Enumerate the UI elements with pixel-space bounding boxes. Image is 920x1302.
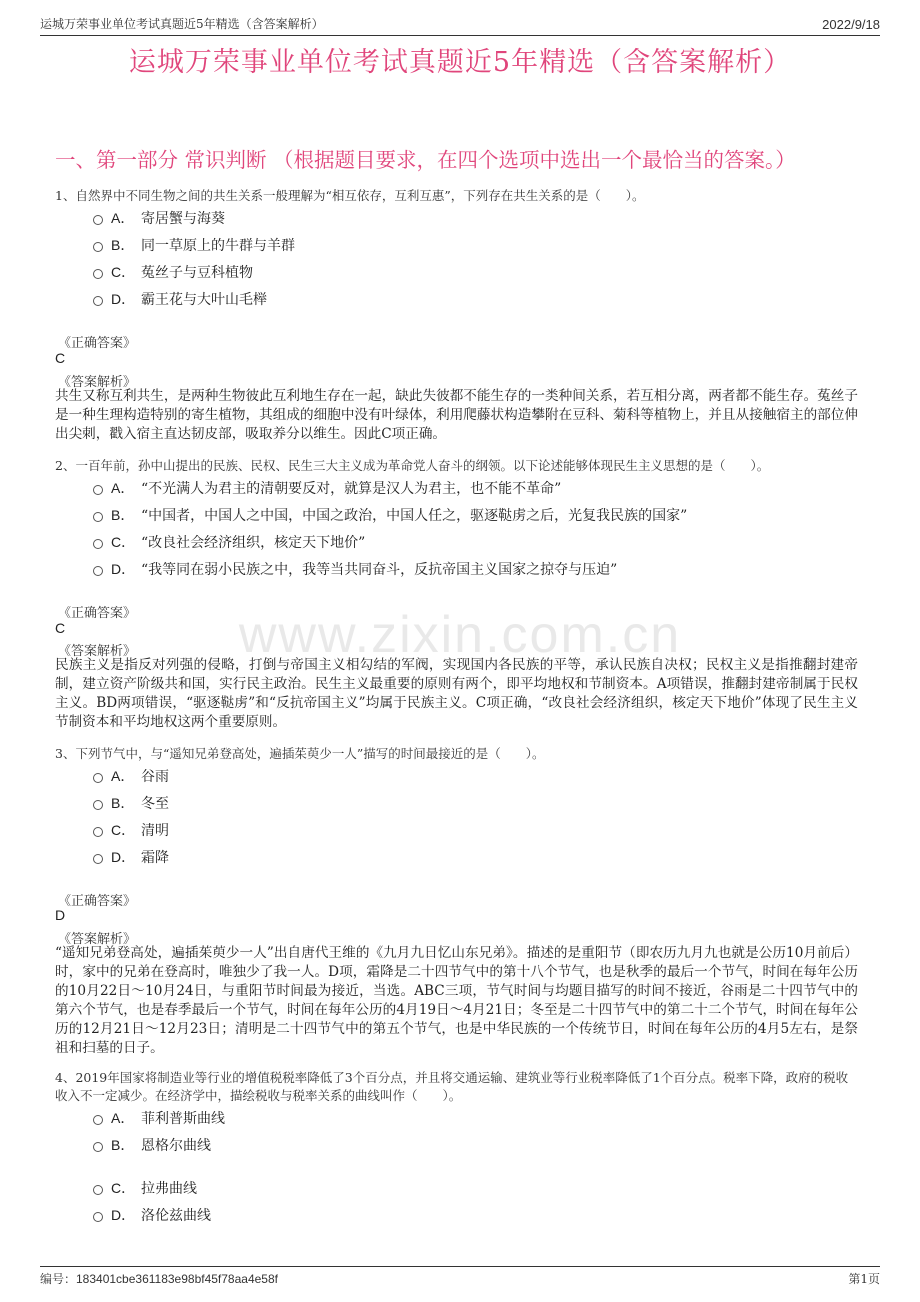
question-3-option-c[interactable]: C． 清明 [93, 819, 169, 841]
question-1-text: 1、自然界中不同生物之间的共生关系一般理解为“相互依存，互利互惠”，下列存在共生关系的是（ ）。 [55, 188, 645, 203]
explanation-label: 《答案解析》 [58, 932, 137, 947]
question-1-answer: C [55, 350, 66, 366]
question-3-option-d[interactable]: D． 霜降 [93, 846, 169, 868]
radio-icon[interactable] [93, 800, 103, 810]
page-title: 运城万荣事业单位考试真题近5年精选（含答案解析） [128, 47, 792, 78]
radio-icon[interactable] [93, 215, 103, 225]
question-3-option-a[interactable]: A． 谷雨 [93, 765, 169, 787]
question-4-option-a[interactable]: A． 菲利普斯曲线 [93, 1107, 225, 1129]
radio-icon[interactable] [93, 854, 103, 864]
answer-label: 《正确答案》 [58, 336, 137, 351]
question-1-option-c[interactable]: C． 菟丝子与豆科植物 [93, 261, 253, 283]
question-3-option-b[interactable]: B． 冬至 [93, 792, 169, 814]
question-1-explanation: 共生又称互利共生，是两种生物彼此互利地生存在一起，缺此失彼都不能生存的一类种间关系，若互相分离，两者都不能生存。菟丝子是一种生理构造特别的寄生植物，其组成的细胞中没有叶绿体，利用爬藤状构造攀附在豆科、菊科等植物上，并且从接触宿主的部位伸出尖刺，戳入宿主直达韧皮部，吸取养分以维生。因此C项正确。 [55, 388, 858, 442]
page-number: 第1页 [848, 1272, 880, 1286]
answer-label: 《正确答案》 [58, 606, 137, 621]
header-date: 2022/9/18 [822, 17, 880, 32]
radio-icon[interactable] [93, 827, 103, 837]
page-header [40, 10, 880, 36]
radio-icon[interactable] [93, 485, 103, 495]
question-2-option-d[interactable]: D． “我等同在弱小民族之中，我等当共同奋斗，反抗帝国主义国家之掠夺与压迫” [93, 558, 617, 580]
radio-icon[interactable] [93, 1185, 103, 1195]
watermark: www.zixin.com.cn [238, 606, 682, 664]
question-2-answer: C [55, 620, 66, 636]
question-3-text: 3、下列节气中，与“遥知兄弟登高处，遍插茱萸少一人”描写的时间最接近的是（ ）。 [55, 746, 545, 761]
radio-icon[interactable] [93, 539, 103, 549]
question-3-explanation: “遥知兄弟登高处，遍插茱萸少一人”出自唐代王维的《九月九日忆山东兄弟》。描述的是重阳节（即农历九月九也就是公历10月前后）时，家中的兄弟在登高时，唯独少了我一人。D项，霜降是二十四节气中的第十八个节气，也是秋季的最后一个节气，时间在每年公历的10月22日～10月24日，与重阳节时间最为接近，当选。ABC三项，节气时间与均题目描写的时间不接近，谷雨是二十四节气中的第六个节气，也是春季最后一个节气，时间在每年公历的4月19日～4月21日；冬至是二十四节气中的第二十二个节气，时间在每年公历的12月21日～12月23日；清明是二十四节气中的第五个节气，也是中华民族的一个传统节日，时间在每年公历的4月5左右，是祭祖和扫墓的日子。 [55, 945, 858, 1056]
radio-icon[interactable] [93, 773, 103, 783]
page-footer [40, 1266, 880, 1287]
radio-icon[interactable] [93, 242, 103, 252]
explanation-label: 《答案解析》 [58, 644, 137, 659]
question-2-text: 2、一百年前，孙中山提出的民族、民权、民生三大主义成为革命党人奋斗的纲领。以下论述能够体现民生主义思想的是（ ）。 [55, 458, 770, 473]
question-2-option-a[interactable]: A． “不光满人为君主的清朝要反对，就算是汉人为君主，也不能不革命” [93, 477, 561, 499]
question-2-option-b[interactable]: B． “中国者，中国人之中国，中国之政治，中国人任之，驱逐鞑虏之后，光复我民族的国家” [93, 504, 687, 526]
radio-icon[interactable] [93, 566, 103, 576]
question-4-option-c[interactable]: C． 拉弗曲线 [93, 1177, 197, 1199]
radio-icon[interactable] [93, 1115, 103, 1125]
question-1-option-b[interactable]: B． 同一草原上的牛群与羊群 [93, 234, 295, 256]
header-doc-title: 运城万荣事业单位考试真题近5年精选（含答案解析） [40, 17, 324, 31]
question-3-answer: D [55, 907, 66, 923]
question-4-option-b[interactable]: B． 恩格尔曲线 [93, 1134, 211, 1156]
radio-icon[interactable] [93, 1212, 103, 1222]
radio-icon[interactable] [93, 269, 103, 279]
radio-icon[interactable] [93, 512, 103, 522]
question-1-option-a[interactable]: A． 寄居蟹与海葵 [93, 207, 225, 229]
question-4-text: 4、2019年国家将制造业等行业的增值税税率降低了3个百分点，并且将交通运输、建筑业等行业税率降低了1个百分点。税率下降，政府的税收收入不一定减少。在经济学中，描绘税收与税率关系的曲线叫作（ ）。 [55, 1070, 849, 1103]
question-4-option-d[interactable]: D． 洛伦兹曲线 [93, 1204, 211, 1226]
section-heading: 一、第一部分 常识判断 （根据题目要求，在四个选项中选出一个最恰当的答案。） [55, 148, 796, 172]
radio-icon[interactable] [93, 1142, 103, 1152]
document-code: 编号：183401cbe361183e98bf45f78aa4e58f [40, 1272, 278, 1286]
radio-icon[interactable] [93, 296, 103, 306]
question-2-explanation: 民族主义是指反对列强的侵略，打倒与帝国主义相勾结的军阀，实现国内各民族的平等，承认民族自决权；民权主义是指推翻封建帝制，建立资产阶级共和国，实行民主政治。民生主义最重要的原则有两个，即平均地权和节制资本。A项错误，推翻封建帝制属于民权主义。BD两项错误，“驱逐鞑虏”和“反抗帝国主义”均属于民族主义。C项正确，“改良社会经济组织，核定天下地价”体现了民生主义节制资本和平均地权这两个重要原则。 [55, 657, 858, 730]
answer-label: 《正确答案》 [58, 894, 137, 909]
question-1-option-d[interactable]: D． 霸王花与大叶山毛榉 [93, 288, 267, 310]
question-2-option-c[interactable]: C． “改良社会经济组织，核定天下地价” [93, 531, 365, 553]
explanation-label: 《答案解析》 [58, 375, 137, 390]
